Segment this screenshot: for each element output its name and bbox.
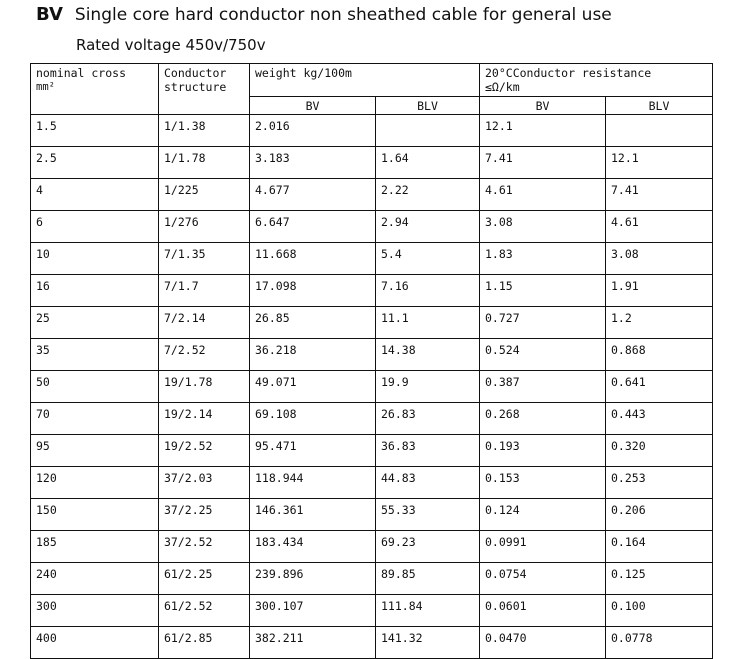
table-row bbox=[31, 531, 713, 563]
structure-cell: 7/1.35 bbox=[159, 243, 250, 275]
resistance-bv-cell: 3.08 bbox=[480, 211, 606, 243]
resistance-blv-cell: 3.08 bbox=[606, 243, 713, 275]
resistance-blv-cell: 1.91 bbox=[606, 275, 713, 307]
table-row bbox=[31, 435, 713, 467]
weight-bv-cell: 95.471 bbox=[250, 435, 376, 467]
table-row bbox=[31, 371, 713, 403]
weight-blv-cell: 69.23 bbox=[376, 531, 480, 563]
weight-blv-cell: 36.83 bbox=[376, 435, 480, 467]
cross-section-cell: 240 bbox=[31, 563, 159, 595]
header-cross-section-unit: mm² bbox=[36, 81, 55, 93]
resistance-blv-cell: 4.61 bbox=[606, 211, 713, 243]
title-text: Single core hard conductor non sheathed cable for general use bbox=[74, 5, 612, 25]
resistance-blv-cell: 0.641 bbox=[606, 371, 713, 403]
weight-blv-cell: 44.83 bbox=[376, 467, 480, 499]
cross-section-cell: 400 bbox=[31, 627, 159, 659]
table-row bbox=[31, 627, 713, 659]
resistance-blv-cell: 0.320 bbox=[606, 435, 713, 467]
cross-section-cell: 4 bbox=[31, 179, 159, 211]
table-row bbox=[31, 275, 713, 307]
resistance-blv-cell: 7.41 bbox=[606, 179, 713, 211]
weight-blv-cell: 14.38 bbox=[376, 339, 480, 371]
cross-section-cell: 120 bbox=[31, 467, 159, 499]
header-cross-section bbox=[31, 64, 159, 115]
cable-spec-table bbox=[30, 63, 713, 659]
structure-cell: 19/2.14 bbox=[159, 403, 250, 435]
cross-section-cell: 70 bbox=[31, 403, 159, 435]
resistance-bv-cell: 0.727 bbox=[480, 307, 606, 339]
weight-bv-cell: 6.647 bbox=[250, 211, 376, 243]
resistance-blv-cell: 0.125 bbox=[606, 563, 713, 595]
table-row bbox=[31, 243, 713, 275]
table-row bbox=[31, 403, 713, 435]
subheader-resistance-blv: BLV bbox=[606, 97, 713, 115]
resistance-bv-cell: 0.0991 bbox=[480, 531, 606, 563]
subheader-weight-bv: BV bbox=[250, 97, 376, 115]
structure-cell: 7/1.7 bbox=[159, 275, 250, 307]
resistance-blv-cell: 1.2 bbox=[606, 307, 713, 339]
table-row bbox=[31, 499, 713, 531]
structure-cell: 1/1.38 bbox=[159, 115, 250, 147]
weight-bv-cell: 69.108 bbox=[250, 403, 376, 435]
weight-bv-cell: 146.361 bbox=[250, 499, 376, 531]
cross-section-cell: 95 bbox=[31, 435, 159, 467]
header-row bbox=[31, 64, 713, 97]
resistance-bv-cell: 0.124 bbox=[480, 499, 606, 531]
structure-cell: 37/2.03 bbox=[159, 467, 250, 499]
resistance-blv-cell: 0.868 bbox=[606, 339, 713, 371]
resistance-bv-cell: 0.193 bbox=[480, 435, 606, 467]
structure-cell: 7/2.14 bbox=[159, 307, 250, 339]
cross-section-cell: 50 bbox=[31, 371, 159, 403]
subheader-weight-blv: BLV bbox=[376, 97, 480, 115]
resistance-bv-cell: 1.83 bbox=[480, 243, 606, 275]
weight-blv-cell: 55.33 bbox=[376, 499, 480, 531]
resistance-bv-cell: 12.1 bbox=[480, 115, 606, 147]
weight-blv-cell: 2.22 bbox=[376, 179, 480, 211]
structure-cell: 19/2.52 bbox=[159, 435, 250, 467]
weight-bv-cell: 239.896 bbox=[250, 563, 376, 595]
weight-blv-cell: 19.9 bbox=[376, 371, 480, 403]
resistance-blv-cell: 0.443 bbox=[606, 403, 713, 435]
resistance-bv-cell: 0.0601 bbox=[480, 595, 606, 627]
weight-bv-cell: 118.944 bbox=[250, 467, 376, 499]
weight-blv-cell: 89.85 bbox=[376, 563, 480, 595]
cross-section-cell: 35 bbox=[31, 339, 159, 371]
structure-cell: 61/2.52 bbox=[159, 595, 250, 627]
cross-section-cell: 2.5 bbox=[31, 147, 159, 179]
cross-section-cell: 6 bbox=[31, 211, 159, 243]
weight-bv-cell: 11.668 bbox=[250, 243, 376, 275]
header-resistance bbox=[480, 64, 713, 97]
table-row bbox=[31, 115, 713, 147]
structure-cell: 19/1.78 bbox=[159, 371, 250, 403]
resistance-bv-cell: 0.0470 bbox=[480, 627, 606, 659]
cross-section-cell: 25 bbox=[31, 307, 159, 339]
weight-bv-cell: 49.071 bbox=[250, 371, 376, 403]
subheader-resistance-bv: BV bbox=[480, 97, 606, 115]
table-body bbox=[31, 115, 713, 659]
cable-code: BV bbox=[36, 4, 63, 25]
resistance-bv-cell: 1.15 bbox=[480, 275, 606, 307]
resistance-blv-cell: 0.0778 bbox=[606, 627, 713, 659]
cross-section-cell: 1.5 bbox=[31, 115, 159, 147]
table-row bbox=[31, 147, 713, 179]
table-row bbox=[31, 307, 713, 339]
resistance-blv-cell: 12.1 bbox=[606, 147, 713, 179]
weight-bv-cell: 17.098 bbox=[250, 275, 376, 307]
resistance-bv-cell: 0.524 bbox=[480, 339, 606, 371]
weight-bv-cell: 26.85 bbox=[250, 307, 376, 339]
weight-blv-cell: 1.64 bbox=[376, 147, 480, 179]
weight-bv-cell: 2.016 bbox=[250, 115, 376, 147]
structure-cell: 1/1.78 bbox=[159, 147, 250, 179]
header-resistance-line2: ≤Ω/km bbox=[485, 80, 520, 94]
table-row bbox=[31, 339, 713, 371]
header-cross-section-label: nominal cross bbox=[36, 66, 127, 80]
cross-section-cell: 185 bbox=[31, 531, 159, 563]
weight-blv-cell: 111.84 bbox=[376, 595, 480, 627]
table-row bbox=[31, 595, 713, 627]
resistance-blv-cell: 0.253 bbox=[606, 467, 713, 499]
structure-cell: 1/276 bbox=[159, 211, 250, 243]
header-resistance-line1: 20°CConductor resistance bbox=[485, 66, 652, 80]
resistance-blv-cell: 0.100 bbox=[606, 595, 713, 627]
table-row bbox=[31, 179, 713, 211]
cross-section-cell: 300 bbox=[31, 595, 159, 627]
header-weight: weight kg/100m bbox=[250, 64, 480, 97]
resistance-bv-cell: 0.387 bbox=[480, 371, 606, 403]
weight-blv-cell: 141.32 bbox=[376, 627, 480, 659]
header-structure bbox=[159, 64, 250, 115]
resistance-bv-cell: 4.61 bbox=[480, 179, 606, 211]
structure-cell: 7/2.52 bbox=[159, 339, 250, 371]
weight-bv-cell: 300.107 bbox=[250, 595, 376, 627]
resistance-blv-cell bbox=[606, 115, 713, 147]
weight-bv-cell: 382.211 bbox=[250, 627, 376, 659]
structure-cell: 61/2.25 bbox=[159, 563, 250, 595]
weight-blv-cell: 7.16 bbox=[376, 275, 480, 307]
resistance-bv-cell: 0.268 bbox=[480, 403, 606, 435]
weight-blv-cell: 26.83 bbox=[376, 403, 480, 435]
weight-blv-cell: 11.1 bbox=[376, 307, 480, 339]
structure-cell: 1/225 bbox=[159, 179, 250, 211]
table-row bbox=[31, 211, 713, 243]
structure-cell: 37/2.52 bbox=[159, 531, 250, 563]
weight-blv-cell bbox=[376, 115, 480, 147]
weight-bv-cell: 3.183 bbox=[250, 147, 376, 179]
resistance-blv-cell: 0.206 bbox=[606, 499, 713, 531]
weight-blv-cell: 2.94 bbox=[376, 211, 480, 243]
resistance-bv-cell: 7.41 bbox=[480, 147, 606, 179]
document-title bbox=[36, 4, 612, 25]
weight-blv-cell: 5.4 bbox=[376, 243, 480, 275]
weight-bv-cell: 36.218 bbox=[250, 339, 376, 371]
structure-cell: 61/2.85 bbox=[159, 627, 250, 659]
cross-section-cell: 150 bbox=[31, 499, 159, 531]
resistance-bv-cell: 0.0754 bbox=[480, 563, 606, 595]
resistance-blv-cell: 0.164 bbox=[606, 531, 713, 563]
cross-section-cell: 16 bbox=[31, 275, 159, 307]
cross-section-cell: 10 bbox=[31, 243, 159, 275]
table-row bbox=[31, 467, 713, 499]
weight-bv-cell: 183.434 bbox=[250, 531, 376, 563]
header-structure-line1: Conductor bbox=[164, 66, 227, 80]
weight-bv-cell: 4.677 bbox=[250, 179, 376, 211]
resistance-bv-cell: 0.153 bbox=[480, 467, 606, 499]
rated-voltage: Rated voltage 450v/750v bbox=[76, 36, 266, 54]
structure-cell: 37/2.25 bbox=[159, 499, 250, 531]
header-structure-line2: structure bbox=[164, 80, 227, 94]
table-row bbox=[31, 563, 713, 595]
